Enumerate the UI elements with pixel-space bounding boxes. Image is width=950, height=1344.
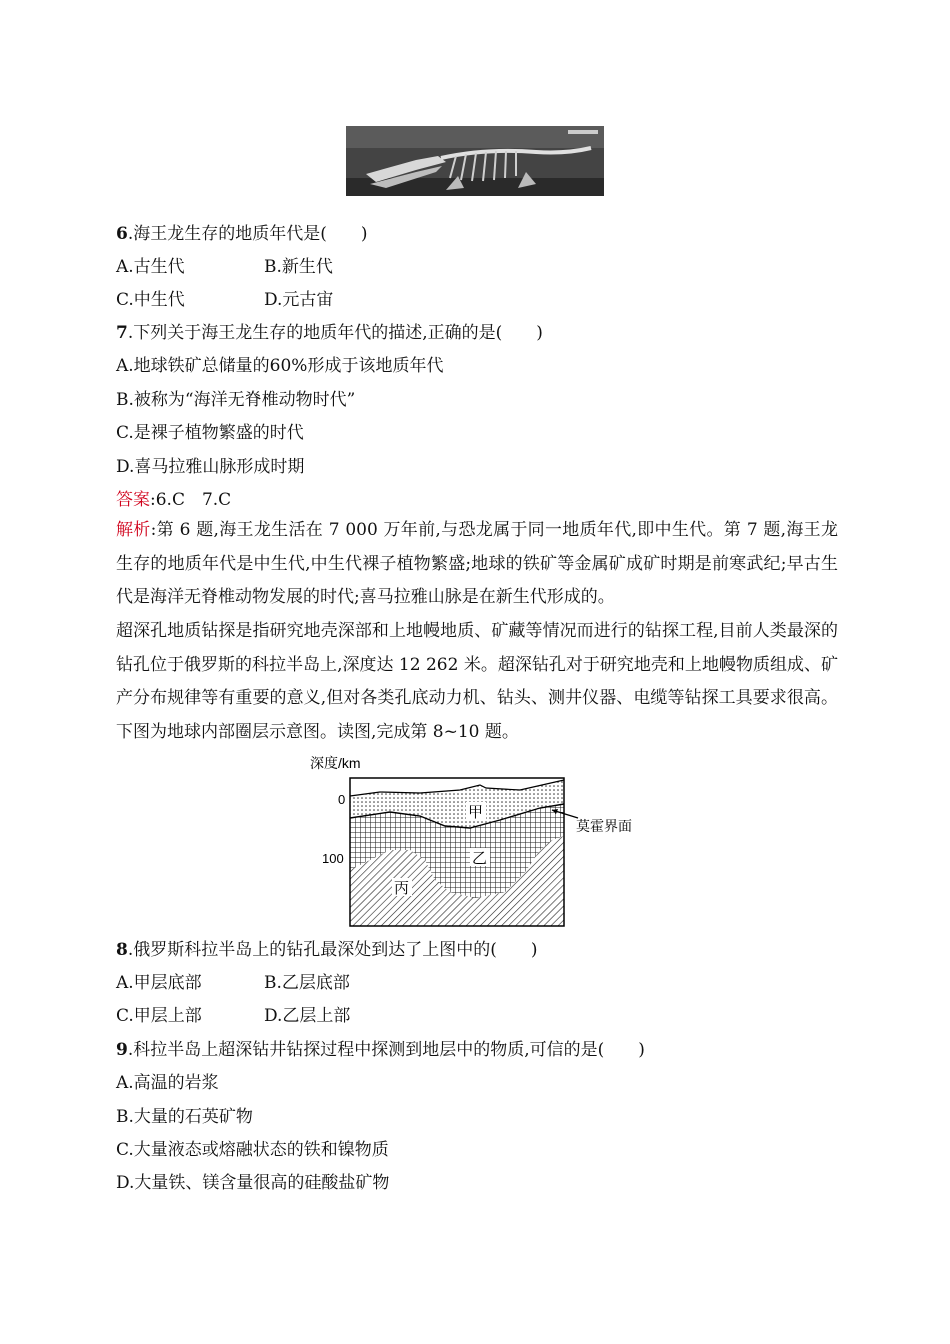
skeleton-illustration [346, 126, 604, 196]
question-7-option-a: A.地球铁矿总储量的60%形成于该地质年代 [116, 356, 444, 376]
question-8-option-c: C.甲层上部 [116, 1006, 202, 1026]
question-9-option-b: B.大量的石英矿物 [116, 1107, 253, 1127]
tick-0: 0 [338, 792, 346, 807]
question-8-option-d: D.乙层上部 [264, 1006, 351, 1026]
question-8-stem: 8.俄罗斯科拉半岛上的钻孔最深处到达了上图中的( ) [116, 940, 538, 960]
answer-label: 答案 [116, 490, 150, 510]
question-7-option-c: C.是裸子植物繁盛的时代 [116, 423, 304, 443]
question-6-option-d: D.元古宙 [264, 290, 334, 310]
question-9-option-a: A.高温的岩浆 [116, 1073, 219, 1093]
question-6-option-c: C.中生代 [116, 290, 185, 310]
question-6-option-b: B.新生代 [264, 257, 333, 277]
question-7-option-d: D.喜马拉雅山脉形成时期 [116, 457, 305, 477]
question-6-option-a: A.古生代 [116, 257, 185, 277]
question-7-stem: 7.下列关于海王龙生存的地质年代的描述,正确的是( ) [116, 323, 543, 343]
layer-b-label: 乙 [472, 849, 488, 867]
question-6-stem: 6.海王龙生存的地质年代是( ) [116, 224, 368, 244]
axis-title: 深度/km [310, 755, 361, 771]
layer-a-label: 甲 [468, 803, 484, 821]
earth-layers-diagram [300, 752, 660, 930]
analysis-label: 解析 [116, 520, 151, 540]
question-9-option-c: C.大量液态或熔融状态的铁和镍物质 [116, 1140, 389, 1160]
question-9-option-d: D.大量铁、镁含量很高的硅酸盐矿物 [116, 1173, 390, 1193]
intro-paragraph: 超深孔地质钻探是指研究地壳深部和上地幔地质、矿藏等情况而进行的钻探工程,目前人类最深的钻孔位于俄罗斯的科拉半岛上,深度达 12 262 米。超深钻孔对于研究地壳和上地幔物质组成、矿产分布规律等有重要的意义,但对各类孔底动力机、钻头、测井仪器、电缆等钻探工具要求很高。下图为地球内部圈层示意图。读图,完成第 8~10 题。 [116, 621, 838, 742]
question-9-stem: 9.科拉半岛上超深钻井钻探过程中探测到地层中的物质,可信的是( ) [116, 1040, 645, 1060]
question-7-option-b: B.被称为“海洋无脊椎动物时代” [116, 390, 356, 410]
question-8-option-a: A.甲层底部 [116, 973, 202, 993]
layer-c-label: 丙 [394, 879, 410, 897]
analysis-paragraph [116, 514, 838, 615]
moho-label: 莫霍界面 [576, 819, 632, 835]
answer-text: :6.C 7.C [150, 490, 232, 510]
question-8-option-b: B.乙层底部 [264, 973, 350, 993]
answer-line [116, 489, 231, 511]
tick-100: 100 [322, 851, 344, 866]
analysis-text: :第 6 题,海王龙生活在 7 000 万年前,与恐龙属于同一地质年代,即中生代。第 7 题,海王龙生存的地质年代是中生代,中生代裸子植物繁盛;地球的铁矿等金属矿成矿时期是前寒武纪;早古生代是海洋无脊椎动物发展的时代;喜马拉雅山脉是在新生代形成的。 [116, 520, 838, 607]
mosasaur-skeleton-photo [346, 126, 604, 196]
